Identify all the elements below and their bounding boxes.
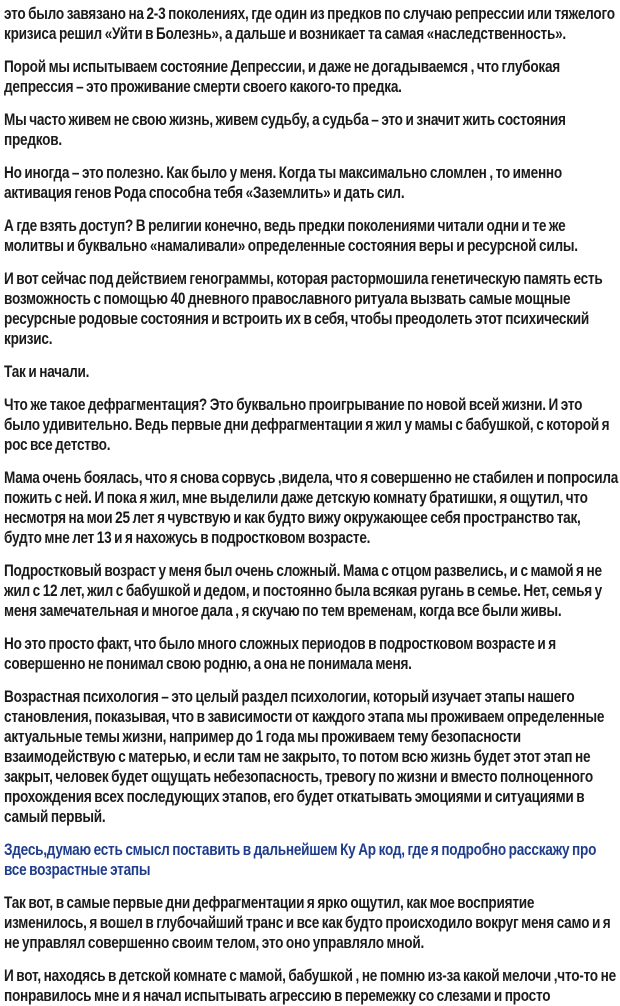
paragraph: Мама очень боялась, что я снова сорвусь ,видела, что я совершенно не стабилен и попросила пожить с ней. И пока я жил, мне выделили даже детскую комнату братишки, я ощутил, что несмотря на мои 25 лет я чувствую и как будто вижу окружающее себя пространство так, будто мне лет 13 и я нахожусь в подростковом возрасте.	[4, 468, 619, 547]
paragraph: это было завязано на 2-3 поколениях, где один из предков по случаю репрессии или тяжелого кризиса решил «Уйти в Болезнь», а дальше и возникает та самая «наследственность».	[4, 4, 615, 43]
paragraph: Порой мы испытываем состояние Депрессии, и даже не догадываемся , что глубокая депрессия – это проживание смерти своего какого-то предка.	[4, 57, 560, 96]
paragraph: Мы часто живем не свою жизнь, живем судьбу, а судьба – это и значит жить состояния предков.	[4, 110, 566, 149]
paragraph: Но это просто факт, что было много сложных периодов в подростковом возрасте и я совершенно не понимал свою родню, а она не понимала меня.	[4, 634, 556, 673]
paragraph: Но иногда – это полезно. Как было у меня. Когда ты максимально сломлен , то именно активация генов Рода способна тебя «Заземлить» и дать сил.	[4, 163, 562, 202]
paragraph: Подростковый возраст у меня был очень сложный. Мама с отцом развелись, и с мамой я не жил с 12 лет, жил с бабушкой и дедом, и постоянно была всякая ругань в семье. Нет, семья у меня замечательная и многое дала , я скучаю по тем временам, когда все были живы.	[4, 561, 603, 620]
paragraph: Так вот, в самые первые дни дефрагментации я ярко ощутил, как мое восприятие изменилось, я вошел в глубочайший транс и все как будто происходило вокруг меня само и я не управлял совершенно своим телом, это оно управляло мной.	[4, 893, 611, 952]
paragraph: И вот сейчас под действием генограммы, которая растормошила генетическую память есть возможность с помощью 40 дневного православного ритуала вызвать самые мощные ресурсные родовые состояния и встроить их в себя, чтобы преодолеть этот психический кризис.	[4, 269, 603, 348]
paragraph: Возрастная психология – это целый раздел психологии, который изучает этапы нашего становления, показывая, что в зависимости от каждого этапа мы проживаем определенные актуальные темы жизни, например до 1 года мы проживаем тему безопасности взаимодействую с матерью, и если там не закрыто, то потом всю жизнь будет этот этап не закрыт, человек будет ощущать небезопасность, тревогу по жизни и вместо полноценного прохождения всех последующих этапов, его будет откатывать эмоциями и ситуациями в самый первый.	[4, 687, 605, 826]
paragraph: А где взять доступ? В религии конечно, ведь предки поколениями читали одни и те же молитвы и буквально «намаливали» определенные состояния веры и ресурсной силы.	[4, 216, 578, 255]
paragraph: И вот, находясь в детской комнате с мамой, бабушкой , не помню из-за какой мелочи ,что-то не понравилось мне и я начал испытывать агрессию в перемежку со слезами и просто	[4, 966, 616, 1005]
paragraph: Что же такое дефрагментация? Это буквально проигрывание по новой всей жизни. И это было удивительно. Ведь первые дни дефрагментации я жил у мамы с бабушкой, с которой я рос все детство.	[4, 395, 610, 454]
note-paragraph-accent: Здесь,думаю есть смысл поставить в дальнейшем Ку Ар код, где я подробно расскажу про все возрастные этапы	[4, 840, 597, 879]
paragraph: Так и начали.	[4, 362, 90, 381]
